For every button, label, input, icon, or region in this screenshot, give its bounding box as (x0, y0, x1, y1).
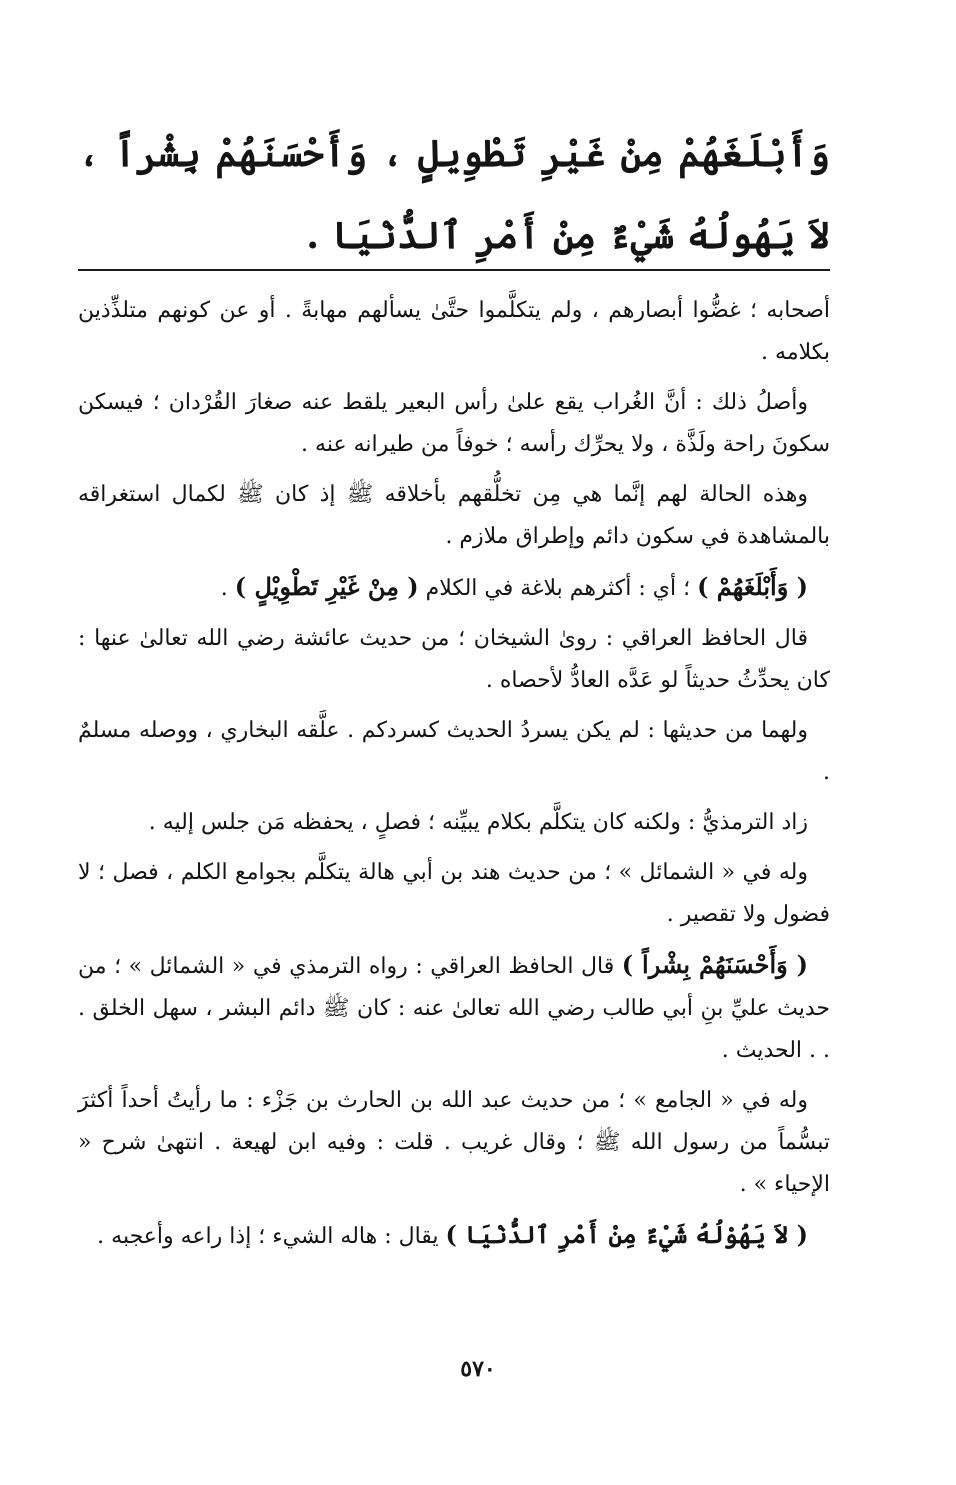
quoted-matn: ( لاَ يَهُوْلُهُ شَيْءٌ مِنْ أَمْرِ ٱلدُّنْيَا ) (445, 1220, 808, 1249)
quoted-matn: ( مِنْ غَيْرِ تَطْوِيْلٍ ) (234, 572, 419, 601)
commentary-paragraph: ( لاَ يَهُوْلُهُ شَيْءٌ مِنْ أَمْرِ ٱلدُّنْيَا ) يقال : هاله الشيء ؛ إذا راعه وأعجبه . (97, 1220, 808, 1249)
commentary-paragraph: ولهما من حديثها : لم يكن يسردُ الحديث كسردكم . علَّقه البخاري ، ووصله مسلمٌ . (78, 718, 830, 785)
footnote-divider (78, 269, 830, 271)
commentary-paragraph: وله في « الجامع » ؛ من حديث عبد الله بن الحارث بن جَزْء : ما رأيتُ أحداً أكثرَ تبسُّماً من رسول الله ﷺ ؛ وقال غريب . قلت : وفيه ابن لهيعة . انتهىٰ شرح « الإحياء » . (78, 1088, 830, 1197)
commentary-block (78, 290, 830, 1266)
commentary-paragraph: أصحابه ؛ غضُّوا أبصارهم ، ولم يتكلَّموا حتَّىٰ يسألهم مهابةً . أو عن كونهم متلذِّذين بكلامه . (78, 298, 830, 365)
quoted-matn: ( وَأَحْسَنَهُمْ بِشْراً ) (621, 950, 808, 979)
page-number: ٥٧٠ (460, 1356, 496, 1382)
commentary-paragraph: قال الحافظ العراقي : روىٰ الشيخان ؛ من حديث عائشة رضي الله تعالىٰ عنها : كان يحدِّثُ حديثاً لو عَدَّه العادُّ لأحصاه . (78, 626, 830, 693)
commentary-paragraph: زاد الترمذيُّ : ولكنه كان يتكلَّم بكلام يبيِّنه ؛ فصلٍ ، يحفظه مَن جلس إليه . (148, 810, 808, 835)
commentary-paragraph: وله في « الشمائل » ؛ من حديث هند بن أبي هالة يتكلَّم بجوامع الكلم ، فصل ؛ لا فضول ولا تقصير . (78, 860, 830, 927)
commentary-paragraph: وأصلُ ذلك : أنَّ الغُراب يقع علىٰ رأس البعير يلقط عنه صغارَ القُرْدان ؛ فيسكن سكونَ راحة ولَذَّة ، ولا يحرِّك رأسه ؛ خوفاً من طيرانه عنه . (78, 390, 830, 457)
commentary-paragraph: وهذه الحالة لهم إنَّما هي مِن تخلُّقهم بأخلاقه ﷺ إذ كان ﷺ لكمال استغراقه بالمشاهدة في سكون دائم وإطراق ملازم . (78, 482, 830, 549)
quoted-matn: ( وَأَبْلَغَهُمْ ) (697, 572, 808, 601)
matn-text: وَأَبْلَغَهُمْ مِنْ غَيْرِ تَطْوِيلٍ ، وَأَحْسَنَهُمْ بِشْراً ، لاَ يَهُولُهُ شَيْءٌ مِنْ أَمْرِ ٱلدُّنْيَا . (78, 131, 830, 257)
commentary-paragraph: ( وَأَبْلَغَهُمْ ) ؛ أي : أكثرهم بلاغة في الكلام ( مِنْ غَيْرِ تَطْوِيْلٍ ) . (220, 572, 808, 601)
commentary-paragraph: ( وَأَحْسَنَهُمْ بِشْراً ) قال الحافظ العراقي : رواه الترمذي في « الشمائل » ؛ من حديث عليِّ بنِ أبي طالب رضي الله تعالىٰ عنه : كان ﷺ دائم البشر ، سهل الخلق . . . الحديث . (78, 950, 830, 1063)
